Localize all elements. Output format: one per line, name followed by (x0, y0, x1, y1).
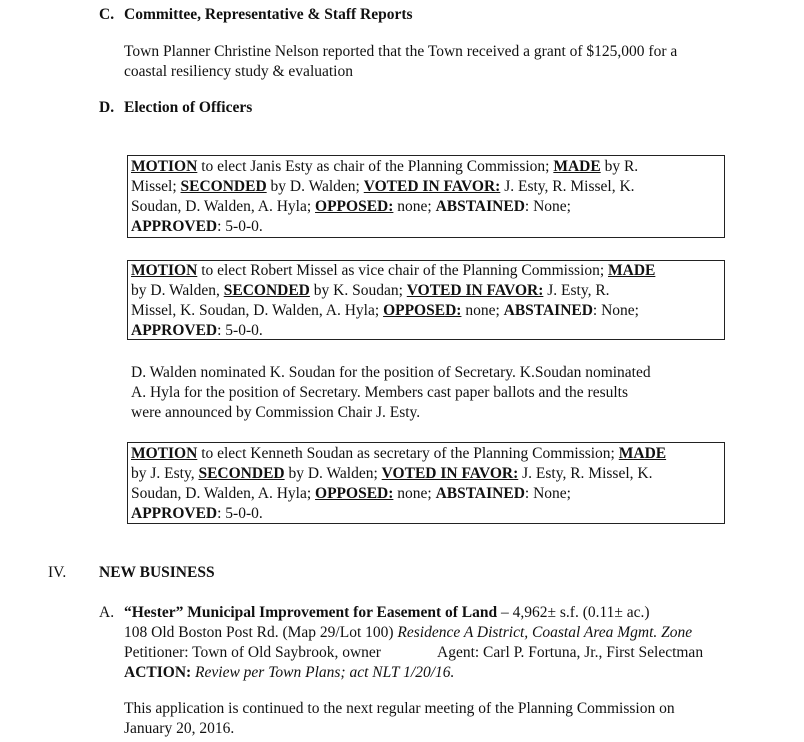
opposed-label: OPPOSED: (315, 198, 394, 215)
made-label: MADE (553, 158, 601, 175)
motion-box-secretary (127, 442, 725, 524)
motion-text: : None; (524, 198, 571, 215)
section-iv-numeral: IV. (48, 564, 67, 581)
section-c-letter: C. (99, 6, 115, 23)
voted-label: VOTED IN FAVOR: (363, 178, 501, 195)
abstained-label: ABSTAINED (435, 485, 525, 502)
motion-text: none; (393, 485, 436, 502)
motion1-line2 (131, 177, 724, 197)
section-c-text-line2: coastal resiliency study & evaluation (124, 63, 353, 80)
motion-text: none; (461, 302, 504, 319)
motion-text: to elect Robert Missel as vice chair of the Planning Commission; (197, 262, 608, 279)
item-a-action-line (124, 663, 454, 683)
approved-label: APPROVED (131, 322, 218, 339)
motion-box-vice-chair (127, 260, 725, 340)
motion-text: none; (393, 198, 436, 215)
motion2-line2 (131, 281, 724, 301)
motion-text: by D. Walden; (266, 178, 364, 195)
motion1-line1 (131, 157, 724, 177)
item-a-title-line (124, 603, 650, 623)
seconded-label: SECONDED (223, 282, 310, 299)
motion2-line4 (131, 321, 724, 341)
item-a-continued-line2: January 20, 2016. (124, 720, 235, 737)
motion-label: MOTION (131, 445, 198, 462)
motion-text: by D. Walden; (284, 465, 382, 482)
motion-label: MOTION (131, 158, 198, 175)
seconded-label: SECONDED (180, 178, 267, 195)
motion-text: J. Esty, R. Missel, K. (518, 465, 653, 482)
item-a-letter: A. (99, 604, 115, 621)
motion1-line4 (131, 217, 724, 237)
nomination-line2: A. Hyla for the position of Secretary. Members cast paper ballots and the results (131, 384, 629, 401)
opposed-label: OPPOSED: (383, 302, 462, 319)
motion-text: by R. (600, 158, 639, 175)
voted-label: VOTED IN FAVOR: (406, 282, 544, 299)
motion-text: Missel; (131, 178, 181, 195)
item-a-address: 108 Old Boston Post Rd. (Map 29/Lot 100) (124, 624, 398, 641)
abstained-label: ABSTAINED (503, 302, 593, 319)
motion-text: Soudan, D. Walden, A. Hyla; (131, 198, 316, 215)
approved-label: APPROVED (131, 505, 218, 522)
section-c-title: Committee, Representative & Staff Reports (124, 6, 413, 23)
item-a-agent: Agent: Carl P. Fortuna, Jr., First Selectman (437, 644, 704, 661)
item-a-zone: Residence A District, Coastal Area Mgmt. Zone (397, 624, 693, 641)
item-a-action-label: ACTION: (124, 664, 192, 681)
motion-text: J. Esty, R. (543, 282, 610, 299)
motion-text: Missel, K. Soudan, D. Walden, A. Hyla; (131, 302, 384, 319)
motion-text: : None; (592, 302, 639, 319)
item-a-action-text: Review per Town Plans; act NLT 1/20/16. (191, 664, 455, 681)
motion-text: by J. Esty, (131, 465, 199, 482)
motion-text: : 5-0-0. (217, 218, 263, 235)
motion-text: by D. Walden, (131, 282, 224, 299)
motion3-line1 (131, 444, 724, 464)
motion-label: MOTION (131, 262, 198, 279)
motion-text: by K. Soudan; (309, 282, 407, 299)
motion1-line3 (131, 197, 724, 217)
item-a-area: – 4,962± s.f. (0.11± ac.) (497, 604, 650, 621)
motion-text: : 5-0-0. (217, 322, 263, 339)
item-a-continued-line1: This application is continued to the next regular meeting of the Planning Commission on (124, 700, 675, 717)
motion2-line3 (131, 301, 724, 321)
item-a-title: “Hester” Municipal Improvement for Easement of Land (124, 604, 498, 621)
item-a-petitioner: Petitioner: Town of Old Saybrook, owner (124, 644, 381, 661)
approved-label: APPROVED (131, 218, 218, 235)
voted-label: VOTED IN FAVOR: (381, 465, 519, 482)
motion3-line4 (131, 504, 724, 524)
motion3-line3 (131, 484, 724, 504)
opposed-label: OPPOSED: (315, 485, 394, 502)
section-d-title: Election of Officers (124, 99, 253, 116)
nomination-line1: D. Walden nominated K. Soudan for the position of Secretary. K.Soudan nominated (131, 364, 651, 381)
motion-text: to elect Janis Esty as chair of the Planning Commission; (197, 158, 554, 175)
motion-text: : 5-0-0. (217, 505, 263, 522)
motion-text: : None; (524, 485, 571, 502)
motion-box-chair (127, 155, 725, 238)
made-label: MADE (608, 262, 656, 279)
item-a-address-line (124, 623, 692, 643)
section-iv-title: NEW BUSINESS (99, 564, 215, 581)
seconded-label: SECONDED (198, 465, 285, 482)
motion2-line1 (131, 261, 724, 281)
section-c-text-line1: Town Planner Christine Nelson reported that the Town received a grant of $125,000 for a (124, 43, 678, 60)
nomination-line3: were announced by Commission Chair J. Esty. (131, 404, 421, 421)
motion-text: J. Esty, R. Missel, K. (500, 178, 635, 195)
section-d-letter: D. (99, 99, 115, 116)
abstained-label: ABSTAINED (435, 198, 525, 215)
motion3-line2 (131, 464, 724, 484)
motion-text: Soudan, D. Walden, A. Hyla; (131, 485, 316, 502)
made-label: MADE (618, 445, 667, 462)
motion-text: to elect Kenneth Soudan as secretary of the Planning Commission; (197, 445, 619, 462)
